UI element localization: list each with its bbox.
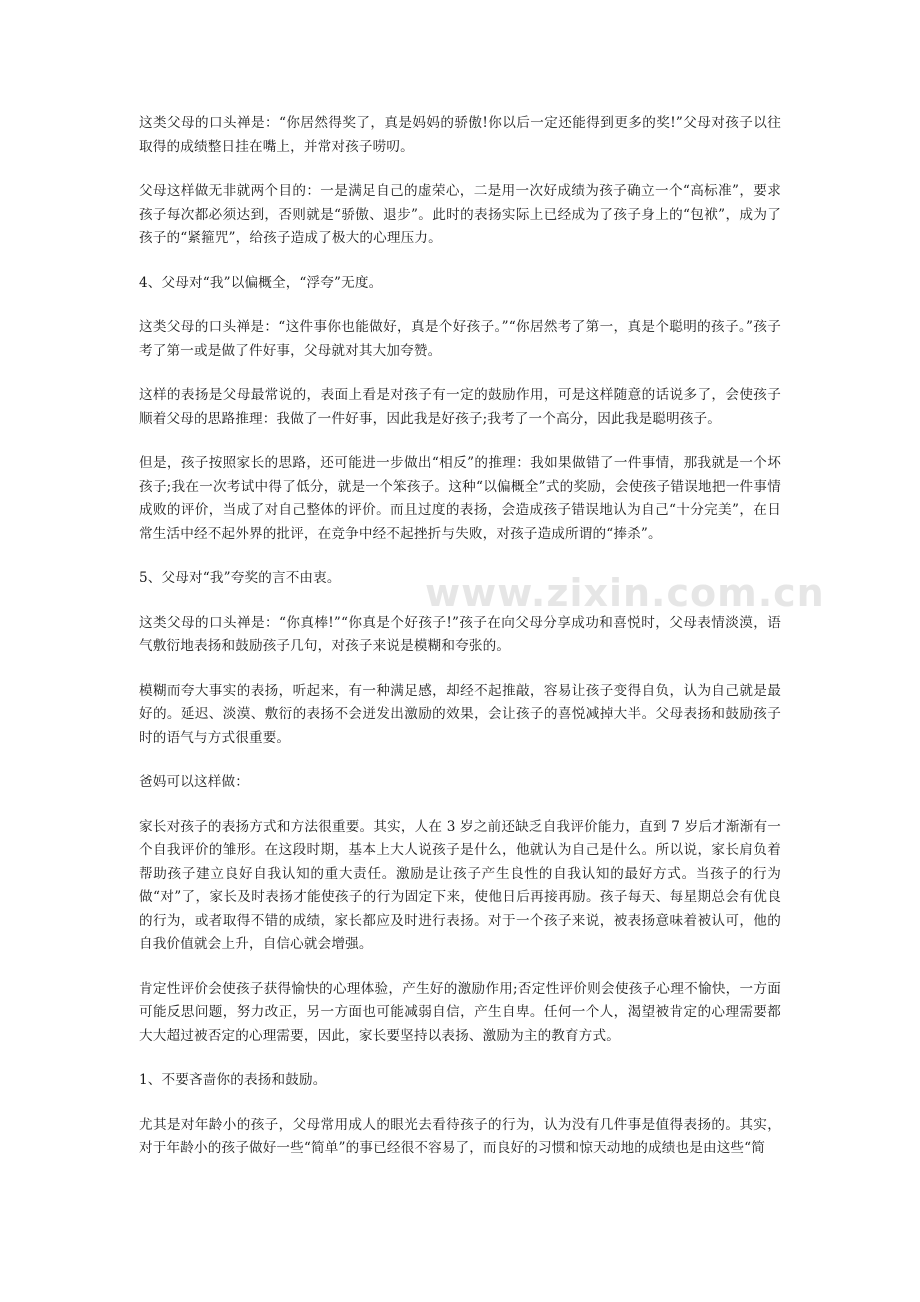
section-heading: 5、父母对“我”夸奖的言不由衷。	[139, 570, 341, 586]
paragraph: 模糊而夸大事实的表扬，听起来，有一种满足感，却经不起推敲，容易让孩子变得自负，认为自己就是最好的。延迟、淡漠、敷衍的表扬不会迸发出激励的效果，会让孩子的喜悦减掉大半。父母表扬和鼓励孩子时的语气与方式很重要。	[139, 682, 781, 746]
section-heading: 4、父母对“我”以偏概全，“浮夸”无度。	[139, 274, 383, 291]
section-heading: 爸妈可以这样做：	[139, 774, 249, 790]
article-body	[139, 112, 825, 1182]
watermark: www.zixin.com.cn	[425, 571, 825, 615]
paragraph: 父母这样做无非就两个目的：一是满足自己的虚荣心，二是用一次好成绩为孩子确立一个“高标准”，要求孩子每次都必须达到，否则就是“骄傲、退步”。此时的表扬实际上已经成为了孩子身上的“包袱”，成为了孩子的“紧箍咒”，给孩子造成了极大的心理压力。	[139, 183, 781, 246]
paragraph: 这类父母的口头禅是：“这件事你也能做好，真是个好孩子。”“你居然考了第一，真是个聪明的孩子。”孩子考了第一或是做了件好事，父母就对其大加夸赞。	[139, 319, 781, 359]
paragraph: 这类父母的口头禅是：“你居然得奖了，真是妈妈的骄傲!你以后一定还能得到更多的奖!”父母对孩子以往取得的成绩整日挂在嘴上，并常对孩子唠叨。	[139, 115, 781, 155]
paragraph: 家长对孩子的表扬方式和方法很重要。其实，人在 3 岁之前还缺乏自我评价能力，直到 7 岁后才渐渐有一个自我评价的雏形。在这段时期，基本上大人说孩子是什么，他就认为自己是什么。所以说，家长肩负着帮助孩子建立良好自我认知的重大责任。激励是让孩子产生良性的自我认知的最好方式。当孩子的行为做“对”了，家长及时表扬才能使孩子的行为固定下来，使他日后再接再励。孩子每天、每星期总会有优良的行为，或者取得不错的成绩，家长都应及时进行表扬。对于一个孩子来说，被表扬意味着被认可，他的自我价值就会上升，自信心就会增强。	[139, 818, 781, 952]
paragraph: 这类父母的口头禅是：“你真棒!”“你真是个好孩子!”孩子在向父母分享成功和喜悦时，父母表情淡漠，语气敷衍地表扬和鼓励孩子几句，对孩子来说是模糊和夸张的。	[139, 614, 781, 654]
paragraph: 肯定性评价会使孩子获得愉快的心理体验，产生好的激励作用;否定性评价则会使孩子心理不愉快，一方面可能反思问题，努力改正，另一方面也可能减弱自信，产生自卑。任何一个人，渴望被肯定的心理需要都大大超过被否定的心理需要，因此，家长要坚持以表扬、激励为主的教育方式。	[139, 980, 781, 1044]
paragraph: 尤其是对年龄小的孩子，父母常用成人的眼光去看待孩子的行为，认为没有几件事是值得表扬的。其实，对于年龄小的孩子做好一些“简单”的事已经很不容易了，而良好的习惯和惊天动地的成绩也是由这些“简	[139, 1116, 781, 1156]
paragraph: 这样的表扬是父母最常说的，表面上看是对孩子有一定的鼓励作用，可是这样随意的话说多了，会使孩子顺着父母的思路推理：我做了一件好事，因此我是好孩子;我考了一个高分，因此我是聪明孩子。	[139, 387, 781, 427]
paragraph: 但是，孩子按照家长的思路，还可能进一步做出“相反”的推理：我如果做错了一件事情，那我就是一个坏孩子;我在一次考试中得了低分，就是一个笨孩子。这种“以偏概全”式的奖励，会使孩子错误地把一件事情成败的评价，当成了对自己整体的评价。而且过度的表扬，会造成孩子错误地认为自己“十分完美”，在日常生活中经不起外界的批评，在竞争中经不起挫折与失败，对孩子造成所谓的“捧杀”。	[139, 455, 781, 542]
section-heading: 1、不要吝啬你的表扬和鼓励。	[139, 1072, 327, 1088]
